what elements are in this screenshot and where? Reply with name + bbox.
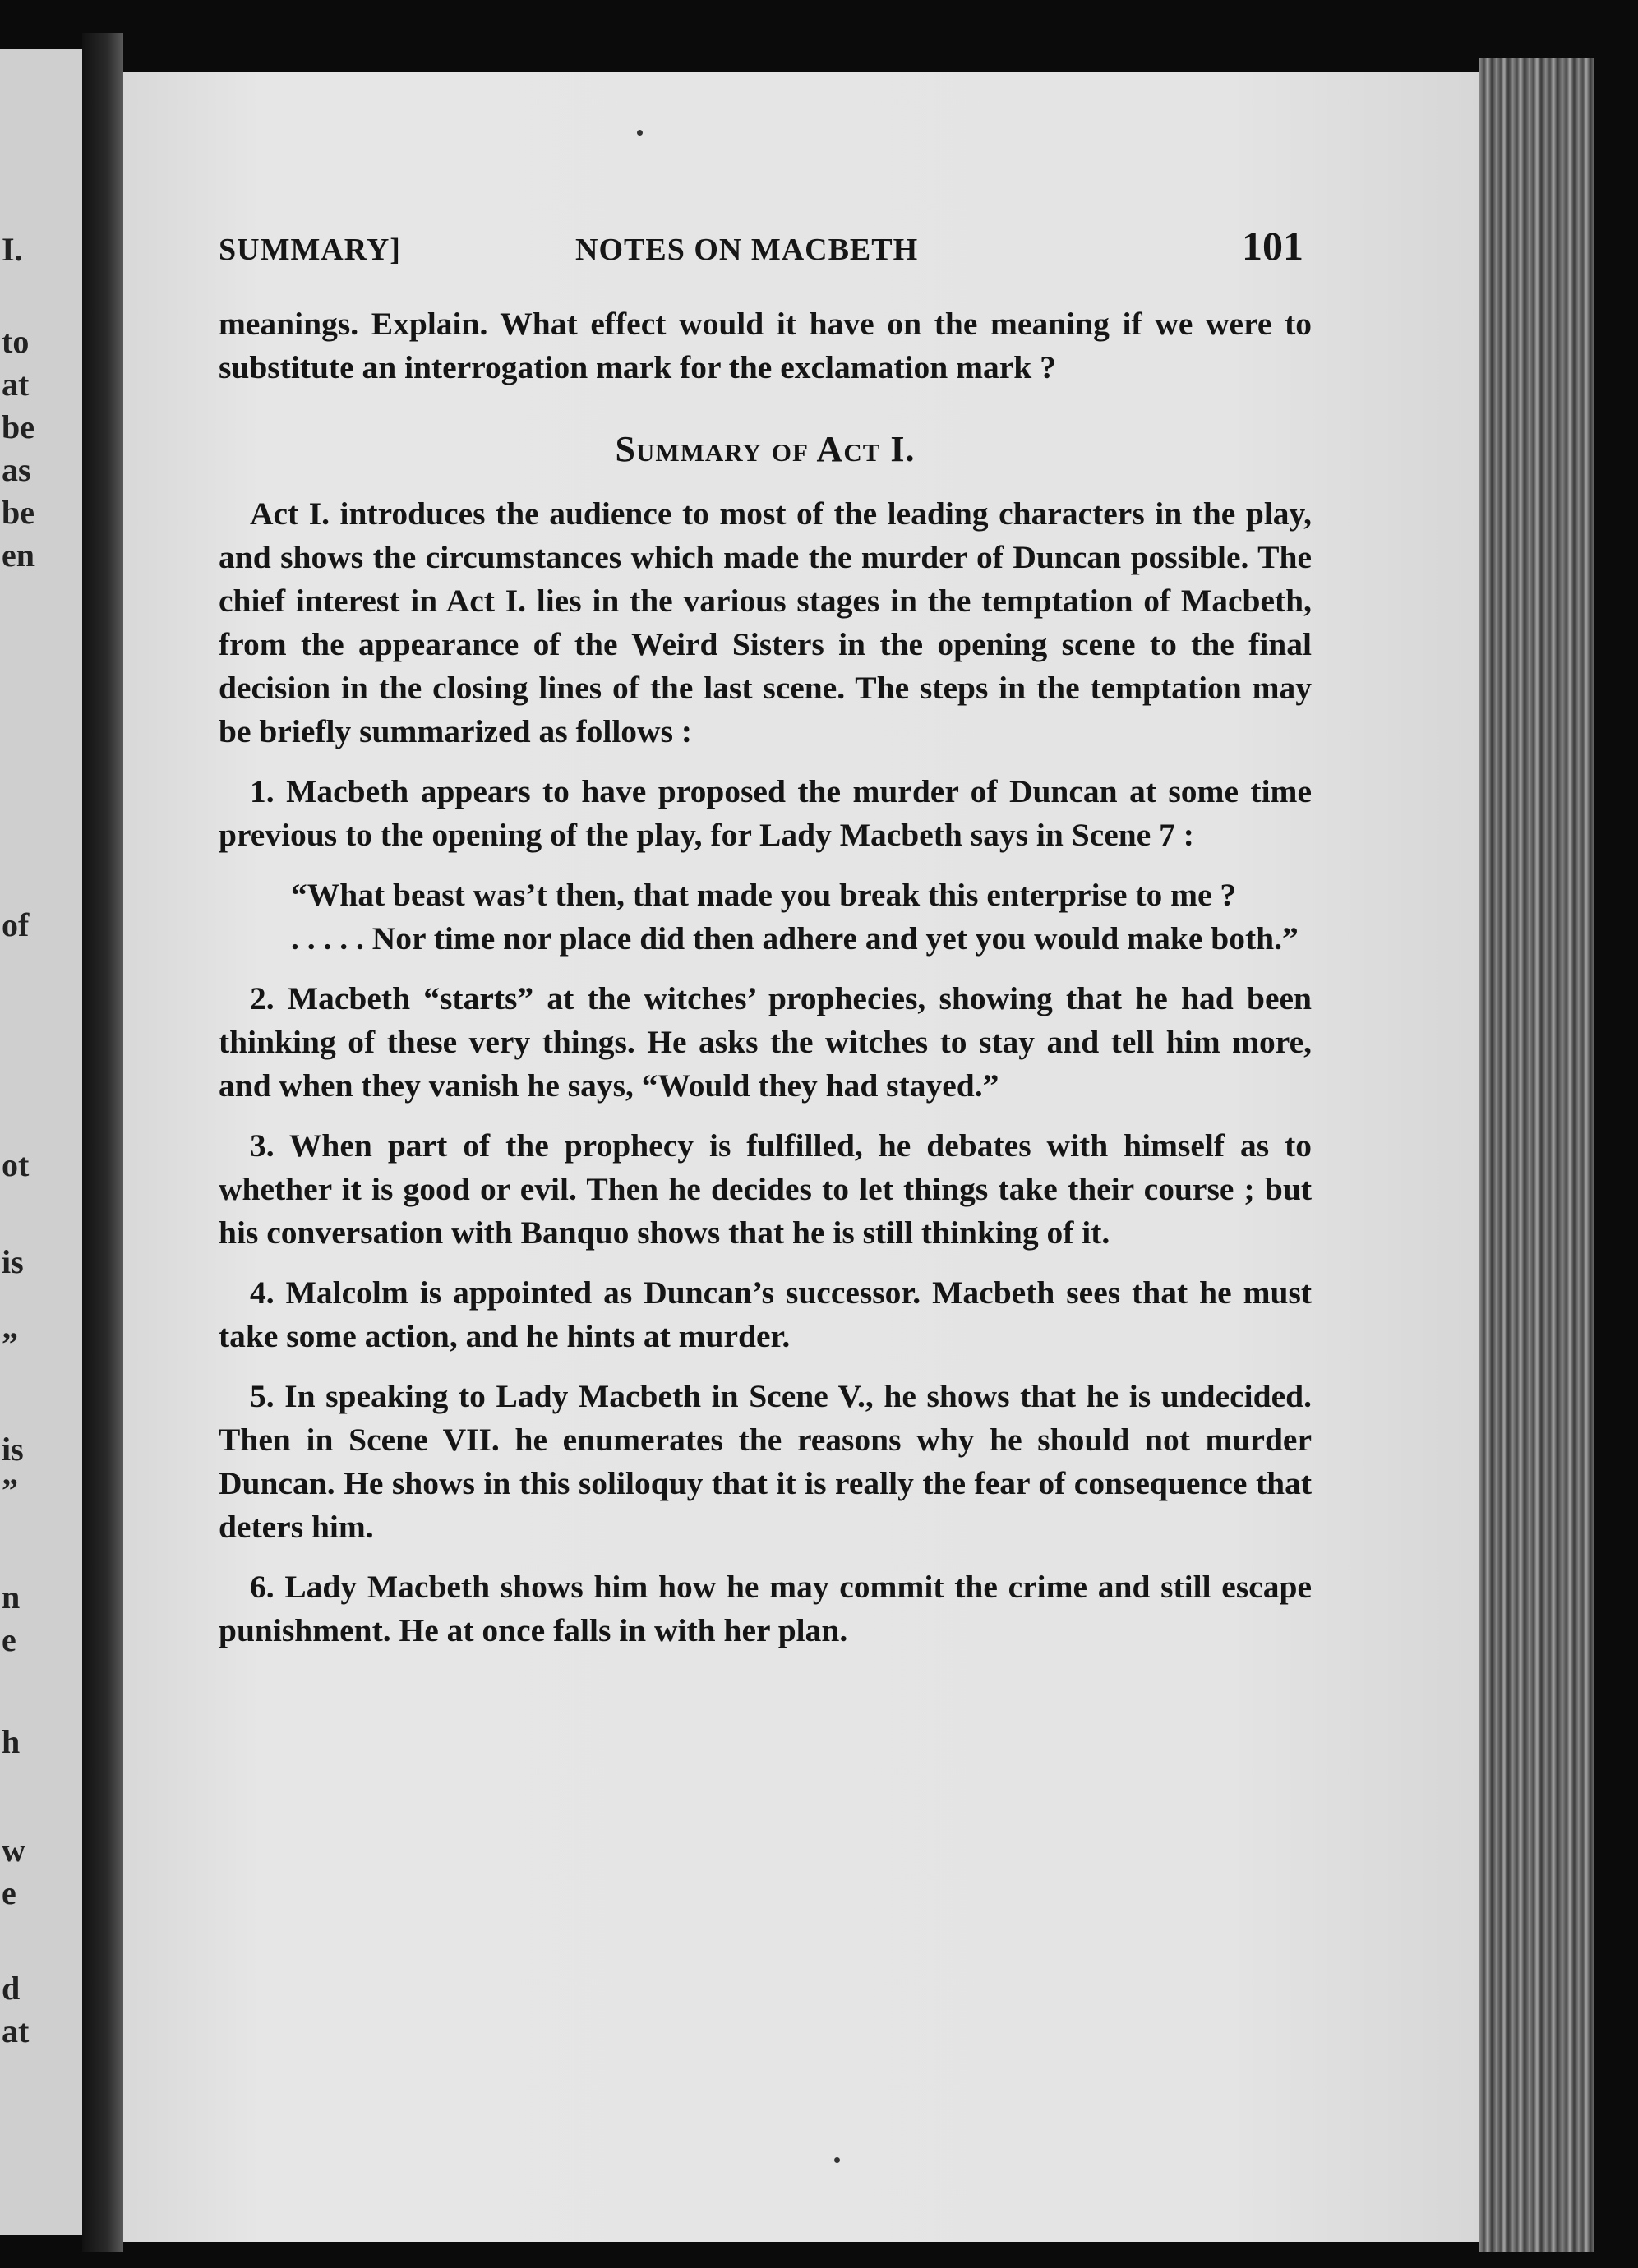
left-fragment: w: [2, 1832, 25, 1869]
book-gutter: [82, 33, 123, 2252]
block-quote: [291, 874, 1312, 961]
page-edges: [1479, 58, 1594, 2252]
intro-text: meanings. Explain. What effect would it have on the meaning if we were to substitute an interrogation mark for the exclamation mark ?: [219, 306, 1312, 385]
left-fragment: d: [2, 1970, 21, 2007]
left-page-fragments: [0, 49, 89, 2235]
left-fragment: be: [2, 494, 35, 531]
list-item: 6. Lady Macbeth shows him how he may commit the crime and still escape punishment. He at once falls in with her plan.: [219, 1569, 1312, 1648]
left-fragment: at: [2, 2012, 30, 2049]
list-item: 3. When part of the prophecy is fulfilled, he debates with himself as to whether it is good or evil. Then he decides to let things take their course ; but his conversation with Banquo shows that he is still thinking of it.: [219, 1127, 1312, 1251]
page-number: 101: [1242, 223, 1303, 269]
section-title: Summary of Act I.: [615, 429, 916, 469]
speck: [637, 130, 643, 136]
speck: [834, 2157, 840, 2163]
page-content: [219, 302, 1312, 1653]
quote-line: . . . . . Nor time nor place did then adhere and yet you would make both.”: [291, 920, 1299, 957]
left-fragment: ”: [2, 1472, 18, 1509]
left-fragment: be: [2, 408, 35, 445]
header-title: NOTES ON MACBETH: [575, 233, 919, 267]
left-fragment: e: [2, 1621, 16, 1658]
left-fragment: ot: [2, 1146, 30, 1183]
list-item: 4. Malcolm is appointed as Duncan’s successor. Macbeth sees that he must take some action, and he hints at murder.: [219, 1275, 1312, 1354]
summary-paragraph: Act I. introduces the audience to most of the leading characters in the play, and shows the circumstances which made the murder of Duncan possible. The chief interest in Act I. lies in the various stages in the temptation of Macbeth, from the appearance of the Weird Sisters in the opening scene to the final decision in the closing lines of the last scene. The steps in the temptation may be briefly summarized as follows :: [219, 496, 1312, 749]
left-fragment: en: [2, 537, 35, 574]
left-fragment: is: [2, 1431, 24, 1468]
left-fragment: is: [2, 1243, 24, 1280]
left-fragment: e: [2, 1874, 16, 1911]
list-item: 2. Macbeth “starts” at the witches’ prophecies, showing that he had been thinking of these very things. He asks the witches to stay and tell him more, and when they vanish he says, “Would they had stayed.”: [219, 980, 1312, 1104]
quote-line: “What beast was’t then, that made you break this enterprise to me ?: [291, 877, 1237, 913]
left-fragment: h: [2, 1723, 21, 1760]
left-fragment: of: [2, 906, 30, 943]
running-header: [219, 222, 1303, 271]
left-fragment: to: [2, 323, 30, 360]
left-page-edge: [0, 49, 89, 2235]
left-fragment: as: [2, 451, 31, 488]
header-left: SUMMARY]: [219, 233, 401, 267]
left-fragment: I.: [2, 231, 23, 268]
left-fragment: at: [2, 366, 30, 403]
left-fragment: n: [2, 1579, 21, 1616]
list-item: 5. In speaking to Lady Macbeth in Scene V., he shows that he is undecided. Then in Scene VII. he enumerates the reasons why he should not murder Duncan. He shows in this soliloquy that it is really the fear of consequence that deters him.: [219, 1378, 1312, 1545]
left-fragment: ”: [2, 1325, 18, 1362]
list-item: 1. Macbeth appears to have proposed the murder of Duncan at some time previous to the opening of the play, for Lady Macbeth says in Scene 7 :: [219, 773, 1312, 853]
